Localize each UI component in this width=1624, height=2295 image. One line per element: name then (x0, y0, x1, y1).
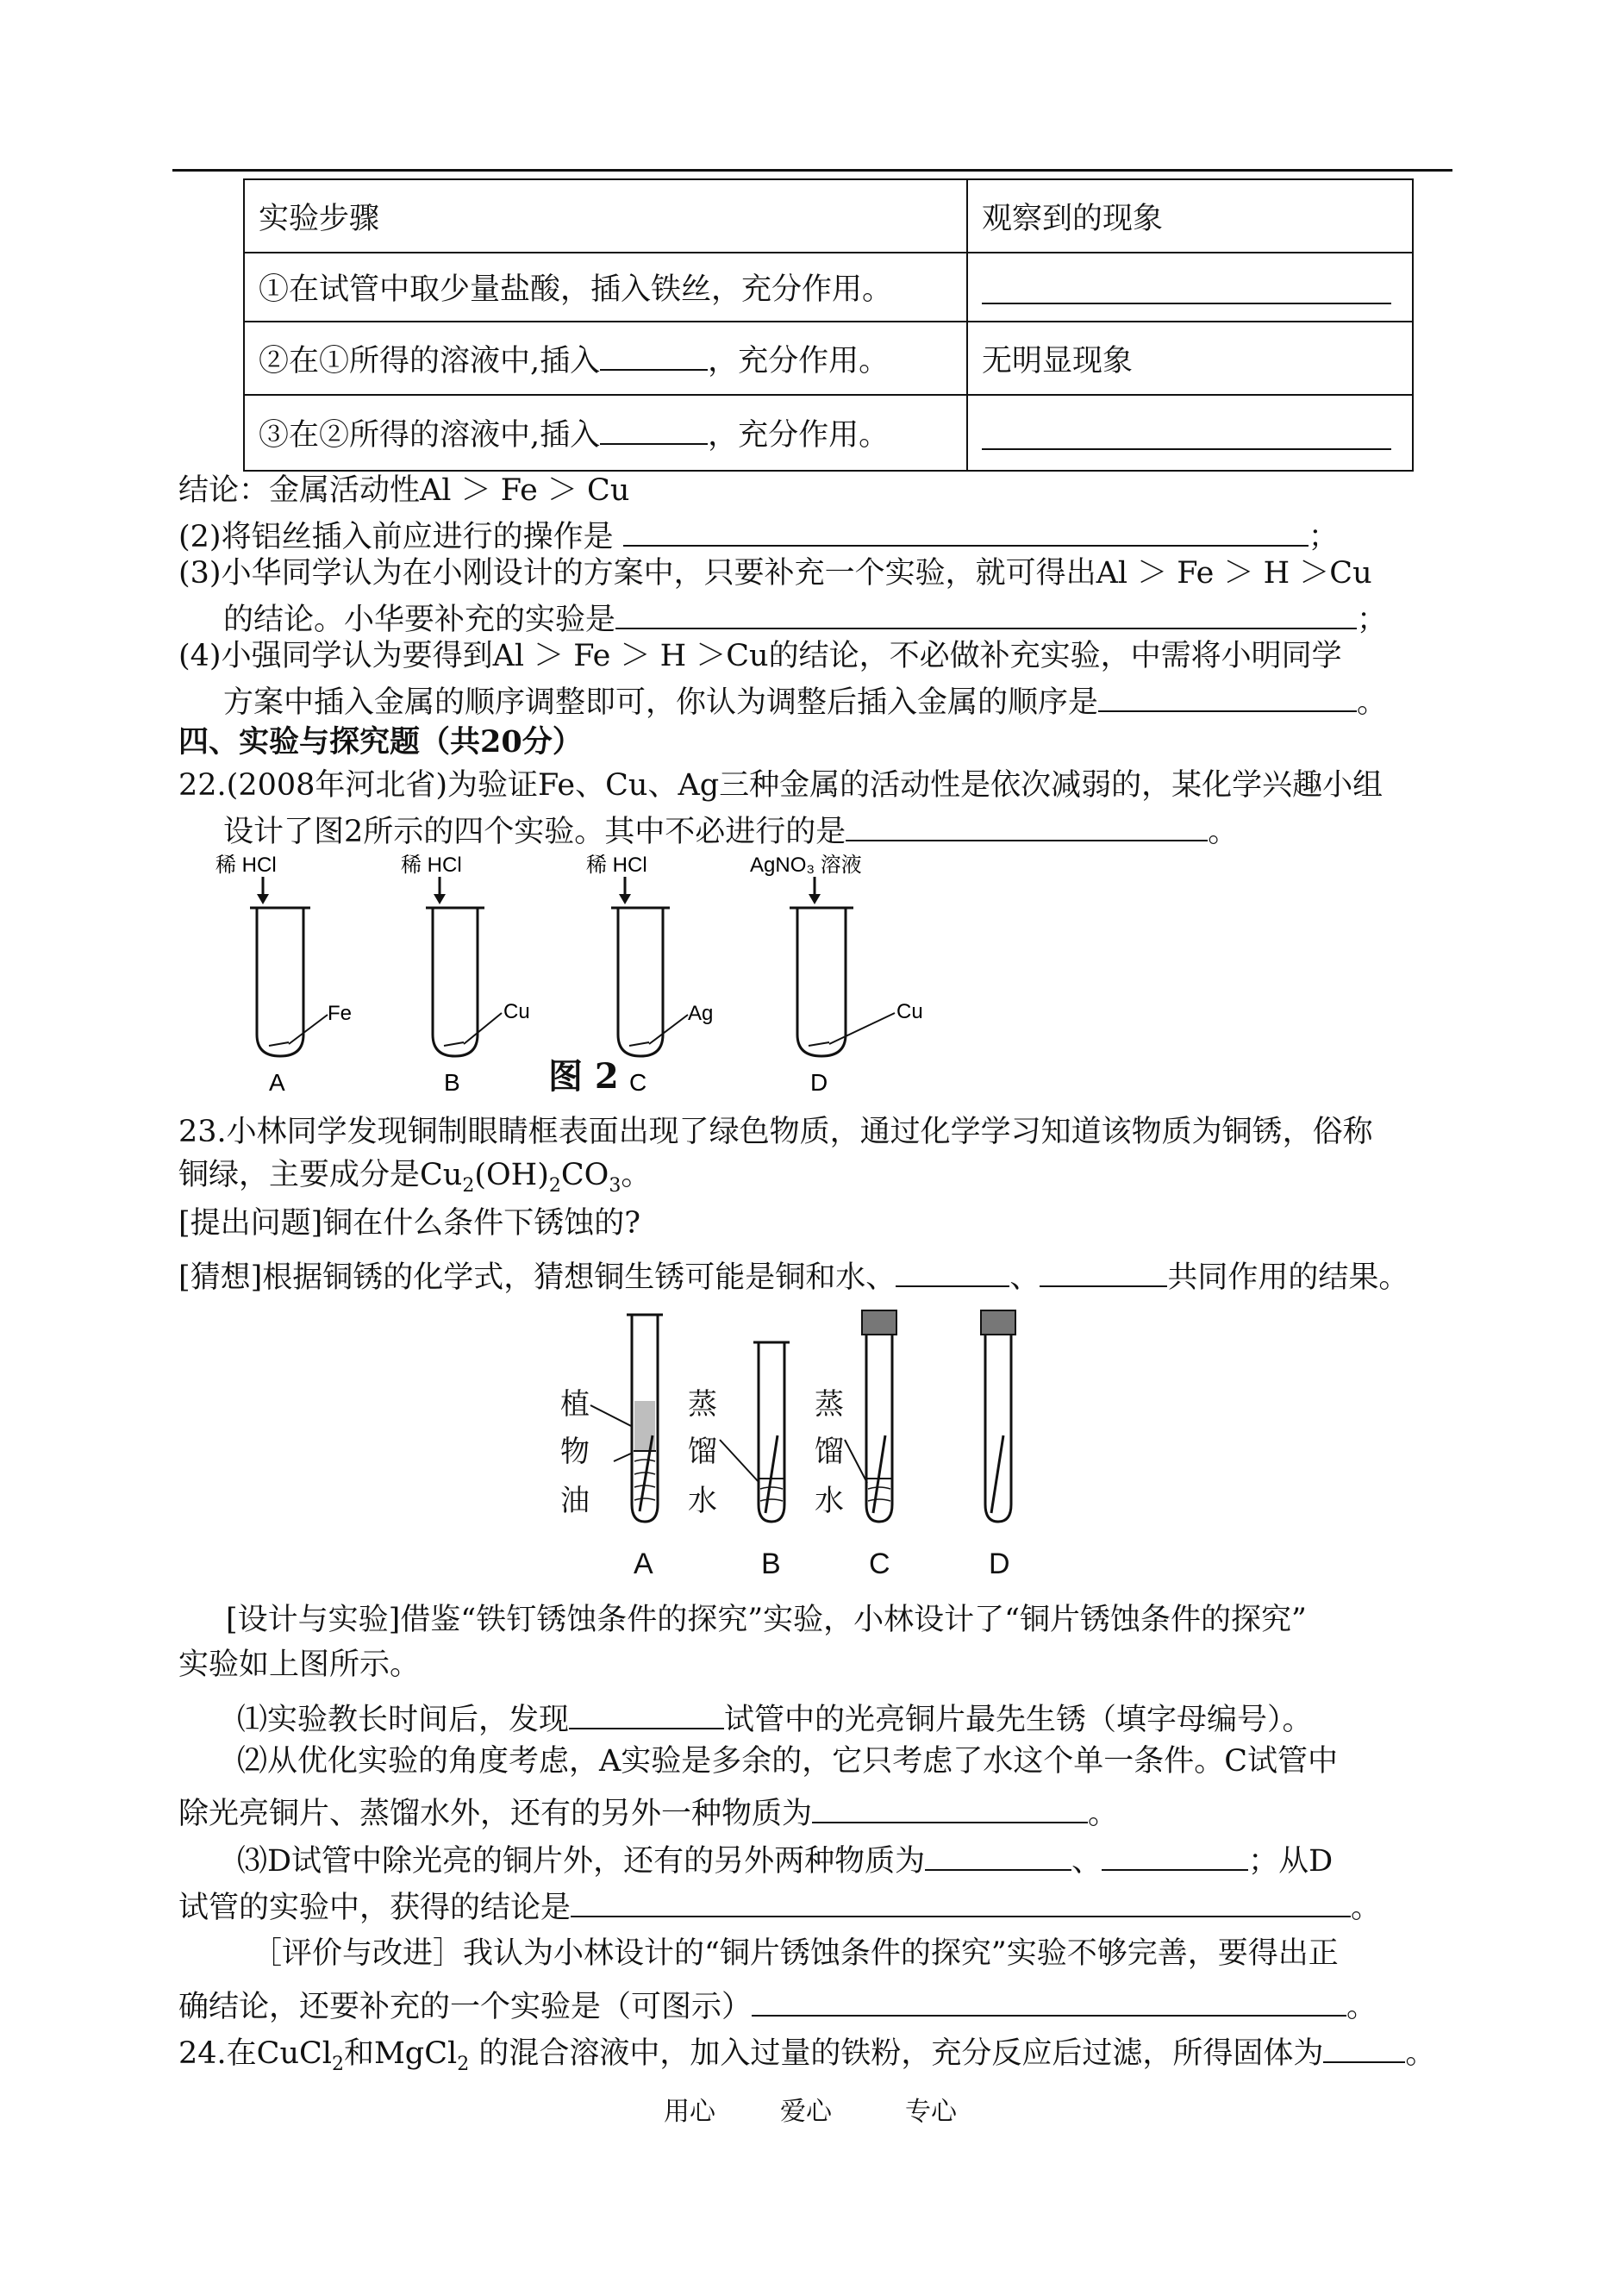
q2-blank[interactable] (623, 514, 1309, 547)
q22-blank[interactable] (846, 809, 1208, 841)
design-s2-line1: ⑵从优化实验的角度考虑，A实验是多余的，它只考虑了水这个单一条件。C试管中 (237, 1744, 1339, 1779)
fig3-label-water-c-2: 馏 (815, 1435, 844, 1468)
fig3-label-water-c-3: 水 (815, 1485, 844, 1517)
row2-metal-blank[interactable] (600, 338, 708, 371)
design-s1-text: ⑴实验教长时间后，发现 (237, 1703, 570, 1737)
footer-item: 专心 (905, 2097, 957, 2127)
q23-question: [提出问题]铜在什么条件下锈蚀的? (178, 1206, 641, 1241)
row3-phenomenon (967, 395, 1413, 471)
row1-phenomenon-blank[interactable] (982, 296, 1391, 304)
fig3-label-water-b-1: 蒸 (688, 1388, 717, 1421)
design-s3-line1 (237, 1838, 1333, 1879)
q24-sub-b: 2 (457, 2054, 470, 2075)
q22-end: 。 (1208, 815, 1239, 849)
fig2-reagent-d: AgNO₃ 溶液 (750, 854, 862, 877)
row2-phenomenon: 无明显现象 (967, 322, 1413, 395)
row3-phenomenon-blank[interactable] (982, 441, 1391, 450)
table-header-row (244, 179, 1413, 253)
q23-line2 (178, 1157, 651, 1198)
fig2-letter-d: D (810, 1069, 828, 1096)
fig3-tube-c (845, 1310, 896, 1522)
design-s3-end: ；从D (1248, 1844, 1334, 1879)
q22-line2-text: 设计了图2所示的四个实验。其中不必进行的是 (223, 815, 846, 849)
experiment-table (243, 178, 1414, 472)
fig3-label-water-b-2: 馏 (688, 1435, 717, 1468)
design-s3-line2-end: 。 (1351, 1891, 1382, 1925)
section-heading: 四、实验与探究题（共20分） (178, 724, 583, 760)
row3-metal-blank[interactable] (600, 412, 708, 445)
row3-step-end: ，充分作用。 (708, 418, 890, 453)
q23-sub-b: 2 (548, 1175, 561, 1197)
q3-end: ； (1357, 603, 1388, 637)
fig2-caption: 图 2 (548, 1056, 619, 1097)
fig3-label-oil-2: 物 (560, 1435, 590, 1468)
row1-phenomenon (967, 253, 1413, 322)
q23-guess-end: 共同作用的结果。 (1167, 1260, 1409, 1295)
q23-formula-b: (OH) (474, 1158, 549, 1192)
evaluate-end: 。 (1346, 1990, 1377, 2024)
q22-line1: 22.(2008年河北省)为验证Fe、Cu、Ag三种金属的活动性是依次减弱的，某化学兴趣小组 (178, 768, 1384, 803)
row1-step-text: ①在试管中取少量盐酸，插入铁丝，充分作用。 (259, 272, 893, 307)
q24 (178, 2030, 1435, 2076)
fig2-metal-a: Fe (328, 1002, 353, 1025)
fig3-tube-d (981, 1310, 1015, 1522)
fig2-reagent-c: 稀 HCl (586, 854, 647, 877)
row1-step (244, 253, 967, 322)
footer-item: 爱心 (780, 2097, 832, 2127)
row2-step-text: ②在①所得的溶液中,插入 (259, 343, 601, 378)
design-s2-line2 (178, 1791, 1118, 1832)
figure-3 (543, 1306, 1112, 1591)
fig3-label-oil-3: 油 (560, 1485, 590, 1517)
fig3-letter-b: B (761, 1548, 781, 1580)
q23-formula-c: CO (560, 1158, 609, 1192)
design-s1-end: 试管中的光亮铜片最先生锈（填字母编号）。 (724, 1703, 1313, 1737)
design-s2-end: 。 (1088, 1797, 1119, 1831)
fig3-label-oil-1: 植 (560, 1388, 590, 1421)
fig3-tube-b (720, 1342, 790, 1522)
fig3-letters (634, 1548, 1010, 1580)
fig2-reagent-b: 稀 HCl (401, 854, 462, 877)
q24-blank[interactable] (1323, 2030, 1405, 2063)
evaluate-line1: ［评价与改进］我认为小林设计的“铜片锈蚀条件的探究”实验不够完善，要得出正 (252, 1936, 1339, 1971)
fig3-label-water-b-3: 水 (688, 1485, 717, 1517)
design-line1: [设计与实验]借鉴“铁钉锈蚀条件的探究”实验，小林设计了“铜片锈蚀条件的探究” (226, 1603, 1307, 1637)
q23-blank-1[interactable] (896, 1254, 1009, 1287)
q2 (178, 514, 1339, 555)
q24-end: 。 (1405, 2036, 1436, 2071)
design-s3-blank-3[interactable] (571, 1885, 1351, 1917)
design-s3-line2-text: 试管的实验中，获得的结论是 (178, 1891, 572, 1925)
top-rule (172, 169, 1452, 172)
q23-sub-c: 3 (609, 1175, 621, 1197)
q23-formula-a: 铜绿，主要成分是Cu (178, 1158, 463, 1192)
q23-blank-2[interactable] (1040, 1254, 1167, 1287)
evaluate-line2 (178, 1984, 1377, 2025)
q23-line1: 23.小林同学发现铜制眼睛框表面出现了绿色物质，通过化学学习知道该物质为铜锈，俗称 (178, 1115, 1373, 1149)
design-s3-sep: 、 (1071, 1844, 1102, 1879)
fig2-letter-c: C (629, 1069, 647, 1096)
design-s1-blank[interactable] (569, 1697, 724, 1729)
fig2-metal-c: Ag (688, 1002, 714, 1025)
q23-formula-end: 。 (621, 1158, 652, 1192)
fig2-tube-b (401, 854, 530, 1096)
fig2-reagent-a: 稀 HCl (215, 854, 277, 877)
q23-sub-a: 2 (462, 1175, 475, 1197)
q2-text: (2)将铝丝插入前应进行的操作是 (178, 520, 614, 554)
q24-text-a: 24.在CuCl (178, 2036, 332, 2071)
fig2-metal-b: Cu (503, 1000, 530, 1023)
design-s2-blank[interactable] (812, 1791, 1088, 1823)
q4-end: 。 (1357, 685, 1388, 720)
design-s1 (237, 1697, 1313, 1738)
design-s2-text: 除光亮铜片、蒸馏水外，还有的另外一种物质为 (178, 1797, 813, 1831)
q24-text-b: 和MgCl (343, 2036, 458, 2071)
fig2-tube-d (750, 854, 923, 1096)
evaluate-blank[interactable] (752, 1984, 1346, 2017)
design-line2: 实验如上图所示。 (178, 1648, 421, 1682)
fig2-letter-a: A (269, 1069, 285, 1096)
fig3-side-labels (560, 1388, 844, 1517)
q3-blank[interactable] (615, 597, 1357, 629)
table-row (244, 322, 1413, 395)
row2-step (244, 322, 967, 395)
q24-sub-a: 2 (331, 2054, 344, 2075)
q4-line1: (4)小强同学认为要得到Al ＞ Fe ＞ H ＞Cu的结论，不必做补充实验，中需将小明同学 (178, 639, 1342, 673)
evaluate-line2-text: 确结论，还要补充的一个实验是（可图示） (178, 1990, 753, 2024)
q4-blank[interactable] (1098, 679, 1357, 712)
design-s3-blank-1[interactable] (925, 1838, 1071, 1871)
header-step: 实验步骤 (244, 179, 967, 253)
q23-guess (178, 1254, 1409, 1296)
fig3-stopper-c (862, 1310, 896, 1335)
fig3-letter-c: C (869, 1548, 890, 1580)
row3-step (244, 395, 967, 471)
table-row (244, 253, 1413, 322)
q2-end: ； (1308, 520, 1339, 554)
design-s3-line2 (178, 1885, 1381, 1926)
design-s3-blank-2[interactable] (1102, 1838, 1248, 1871)
q3-line2-text: 的结论。小华要补充的实验是 (223, 603, 616, 637)
table-row (244, 395, 1413, 471)
q4-line2 (223, 679, 1387, 721)
q23-guess-sep: 、 (1009, 1260, 1040, 1295)
fig3-letter-d: D (989, 1548, 1010, 1580)
row2-step-end: ，充分作用。 (708, 343, 890, 378)
q3-line1: (3)小华同学认为在小刚设计的方案中，只要补充一个实验，就可得出Al ＞ Fe ＞ H ＞Cu (178, 556, 1372, 591)
fig3-tube-a (590, 1315, 663, 1522)
fig2-metal-d: Cu (896, 1000, 923, 1023)
q4-line2-text: 方案中插入金属的顺序调整即可，你认为调整后插入金属的顺序是 (223, 685, 1099, 720)
q24-text-c: 的混合溶液中，加入过量的铁粉，充分反应后过滤，所得固体为 (469, 2036, 1324, 2071)
q22-line2 (223, 809, 1238, 850)
conclusion: 结论：金属活动性Al ＞ Fe ＞ Cu (178, 473, 630, 508)
q23-guess-text: [猜想]根据铜锈的化学式，猜想铜生锈可能是铜和水、 (178, 1260, 896, 1295)
row3-step-text: ③在②所得的溶液中,插入 (259, 418, 601, 453)
design-s3-text: ⑶D试管中除光亮的铜片外，还有的另外两种物质为 (237, 1844, 926, 1879)
header-phenomenon: 观察到的现象 (967, 179, 1413, 253)
footer-item: 用心 (664, 2097, 715, 2127)
fig2-letter-b: B (444, 1069, 460, 1096)
fig3-label-water-c-1: 蒸 (815, 1388, 844, 1421)
fig2-tube-a (215, 854, 352, 1096)
q3-line2 (223, 597, 1387, 638)
fig3-stopper-d (981, 1310, 1015, 1335)
fig3-letter-a: A (634, 1548, 653, 1580)
